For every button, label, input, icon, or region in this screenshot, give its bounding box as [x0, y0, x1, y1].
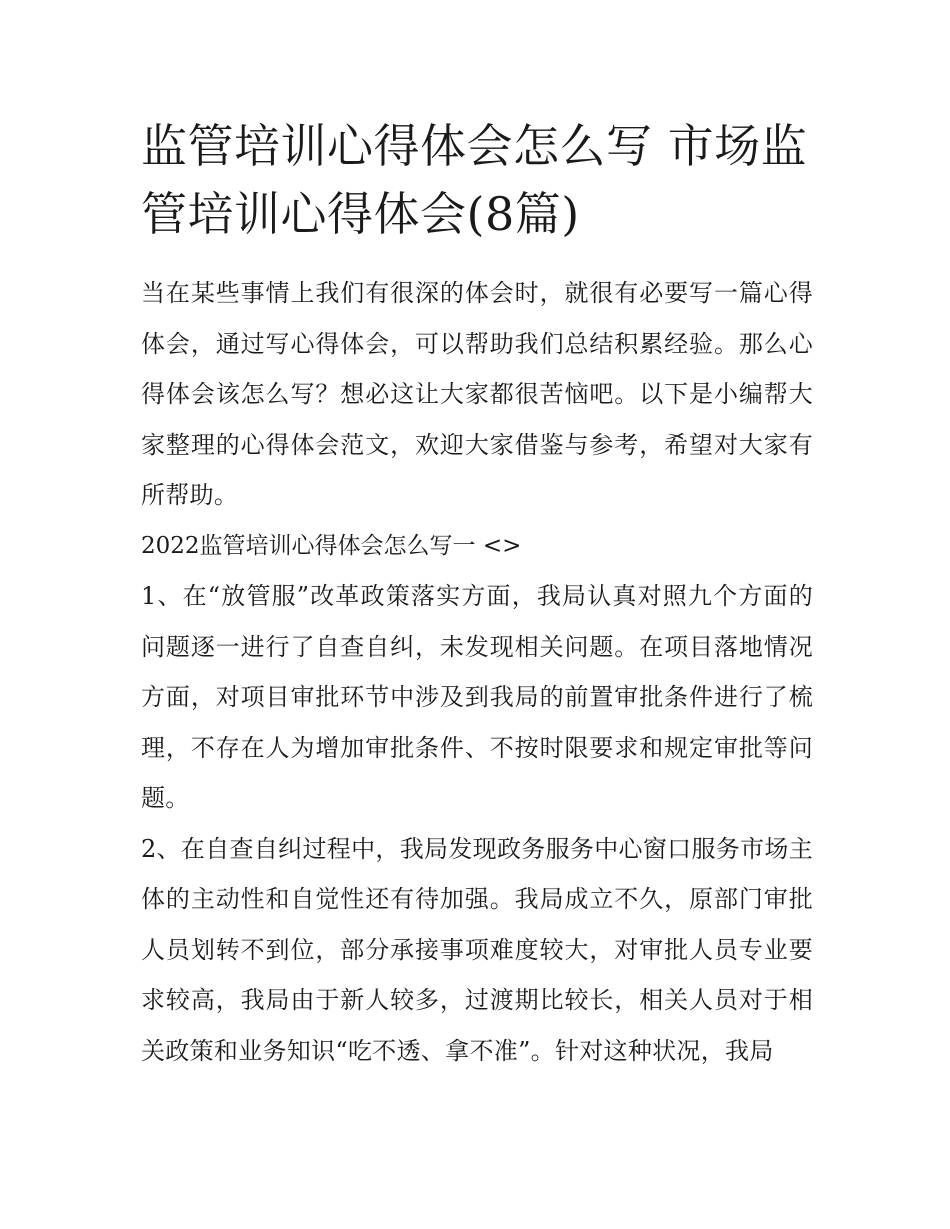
section-heading: 2022监管培训心得体会怎么写一 <>: [141, 532, 522, 559]
body-paragraph-2: 2、在自查自纠过程中，我局发现政务服务中心窗口服务市场主体的主动性和自觉性还有待加强。我局成立不久，原部门审批人员划转不到位，部分承接事项难度较大，对审批人员专业要求较高，我局由于新人较多，过渡期比较长，相关人员对于相关政策和业务知识“吃不透、拿不准”。针对这种状况，我局: [141, 834, 813, 1065]
document-title: 监管培训心得体会怎么写 市场监管培训心得体会(8篇): [141, 119, 808, 241]
body-paragraph-1: 1、在“放管服”改革政策落实方面，我局认真对照九个方面的问题逐一进行了自查自纠，未发现相关问题。在项目落地情况方面，对项目审批环节中涉及到我局的前置审批条件进行了梳理，不存在人为增加审批条件、不按时限要求和规定审批等问题。: [141, 582, 813, 812]
document-content: [141, 112, 813, 1076]
intro-paragraph: 当在某些事情上我们有很深的体会时，就很有必要写一篇心得体会，通过写心得体会，可以帮助我们总结积累经验。那么心得体会该怎么写？想必这让大家都很苦恼吧。以下是小编帮大家整理的心得体会范文，欢迎大家借鉴与参考，希望对大家有所帮助。: [141, 279, 813, 509]
